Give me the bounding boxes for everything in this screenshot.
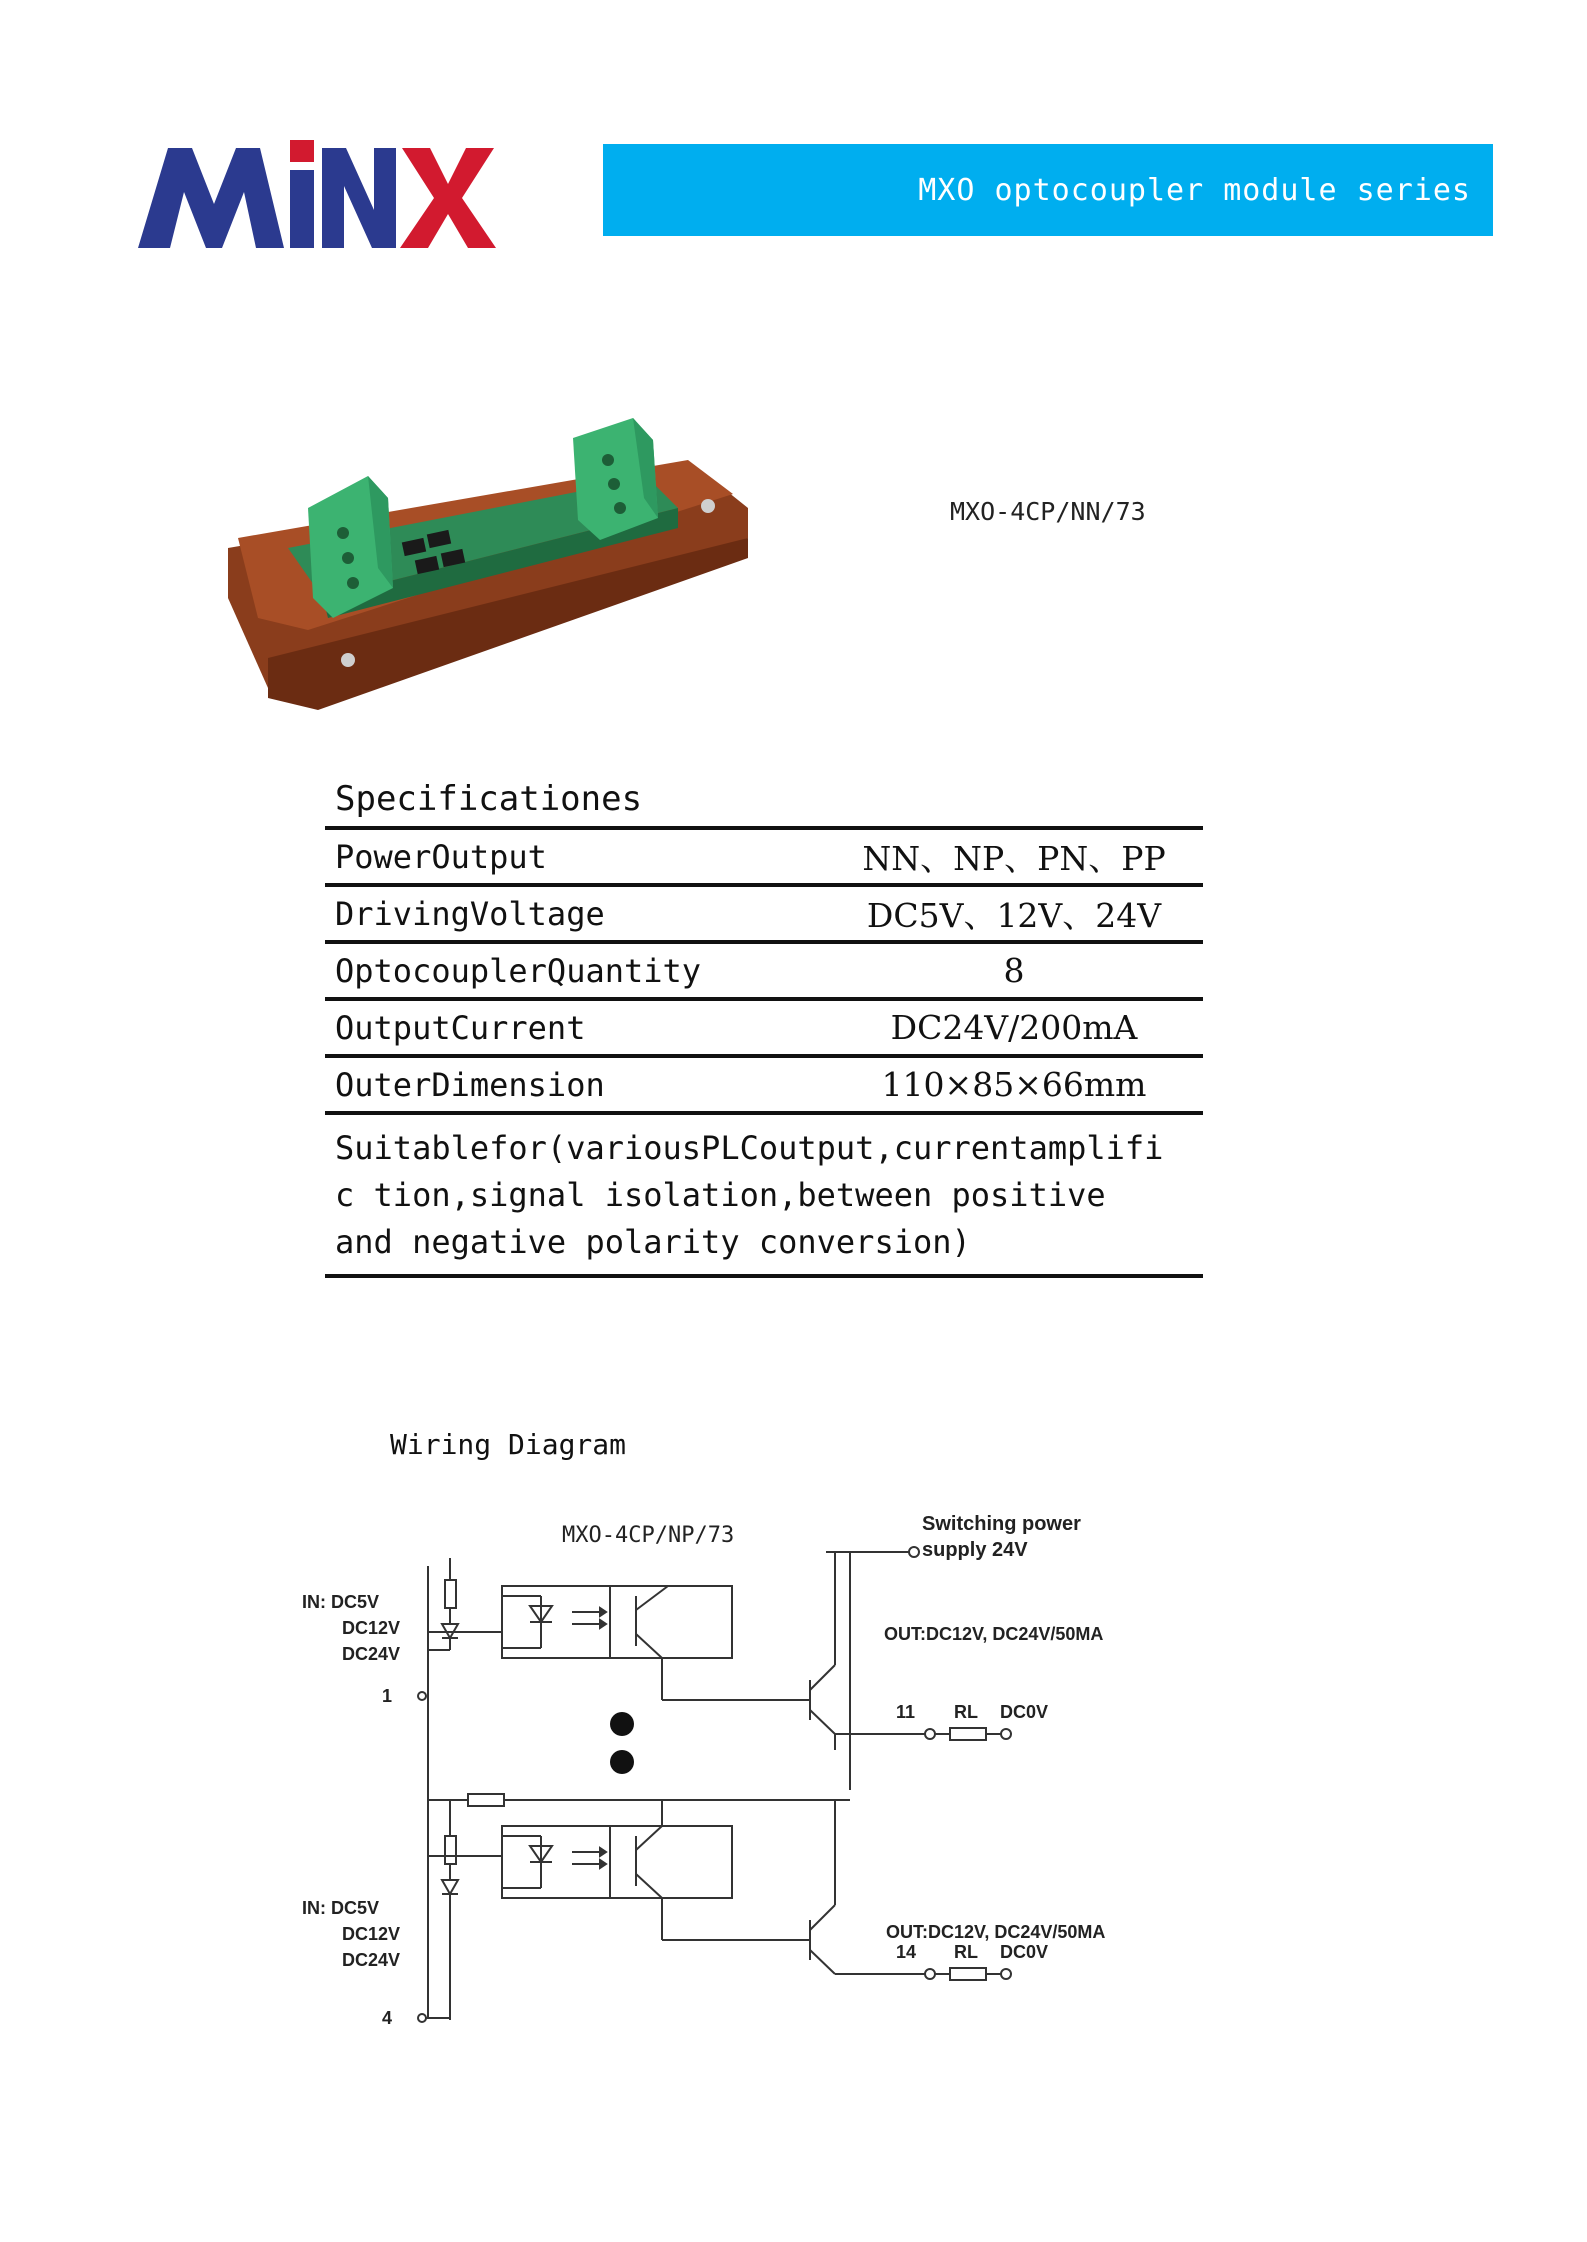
spec-key: OptocouplerQuantity bbox=[335, 951, 702, 990]
terminal-11: 11 bbox=[896, 1702, 916, 1722]
spec-value: DC5V、12V、24V bbox=[866, 896, 1162, 935]
spec-value: 110×85×66mm bbox=[881, 1065, 1147, 1104]
power-label-1: Switching power bbox=[922, 1513, 1081, 1535]
wiring-diagram-title: Wiring Diagram bbox=[390, 1428, 627, 1461]
wiring-model-label: MXO-4CP/NP/73 bbox=[562, 1523, 735, 1548]
load-label-bottom: RL bbox=[954, 1942, 978, 1962]
in-label-bottom-2: DC12V bbox=[342, 1924, 401, 1944]
spec-row bbox=[325, 887, 1203, 944]
spec-row bbox=[325, 830, 1203, 887]
specifications-table bbox=[325, 772, 1203, 1278]
out-label-bottom: OUT:DC12V, DC24V/50MA bbox=[886, 1922, 1106, 1942]
spec-key: OutputCurrent bbox=[335, 1008, 586, 1047]
terminal-14: 14 bbox=[896, 1942, 917, 1962]
in-label-top-3: DC24V bbox=[342, 1644, 401, 1664]
spec-row bbox=[325, 1058, 1203, 1115]
spec-value: NN、NP、PN、PP bbox=[862, 839, 1166, 878]
specifications-heading: Specificationes bbox=[325, 772, 1203, 830]
in-label-top-1: IN: DC5V bbox=[302, 1592, 380, 1612]
load-label-top: RL bbox=[954, 1702, 978, 1722]
spec-key: OuterDimension bbox=[335, 1065, 605, 1104]
spec-value: DC24V/200mA bbox=[890, 1008, 1138, 1047]
spec-key: DrivingVoltage bbox=[335, 894, 605, 933]
in-label-bottom-1: IN: DC5V bbox=[302, 1898, 380, 1918]
banner-title: MXO optocoupler module series bbox=[918, 172, 1471, 208]
out-label-top: OUT:DC12V, DC24V/50MA bbox=[884, 1624, 1104, 1644]
in-label-bottom-3: DC24V bbox=[342, 1950, 401, 1970]
ground-label-top: DC0V bbox=[1000, 1702, 1049, 1722]
spec-row bbox=[325, 944, 1203, 1001]
terminal-4: 4 bbox=[382, 2008, 393, 2028]
wiring-diagram bbox=[290, 1500, 1160, 2050]
specifications-note: Suitablefor(variousPLCoutput,currentamplifi c tion,signal isolation,between positive and negative polarity conversion) bbox=[325, 1115, 1203, 1278]
terminal-1: 1 bbox=[382, 1686, 393, 1706]
product-photo bbox=[228, 398, 748, 714]
spec-value: 8 bbox=[1003, 951, 1025, 990]
product-model-label: MXO-4CP/NN/73 bbox=[950, 497, 1146, 526]
in-label-top-2: DC12V bbox=[342, 1618, 401, 1638]
spec-key: PowerOutput bbox=[335, 837, 547, 876]
header-banner bbox=[603, 144, 1493, 236]
minxi-logo bbox=[134, 134, 500, 252]
ground-label-bottom: DC0V bbox=[1000, 1942, 1049, 1962]
power-label-2: supply 24V bbox=[922, 1539, 1028, 1561]
spec-row bbox=[325, 1001, 1203, 1058]
